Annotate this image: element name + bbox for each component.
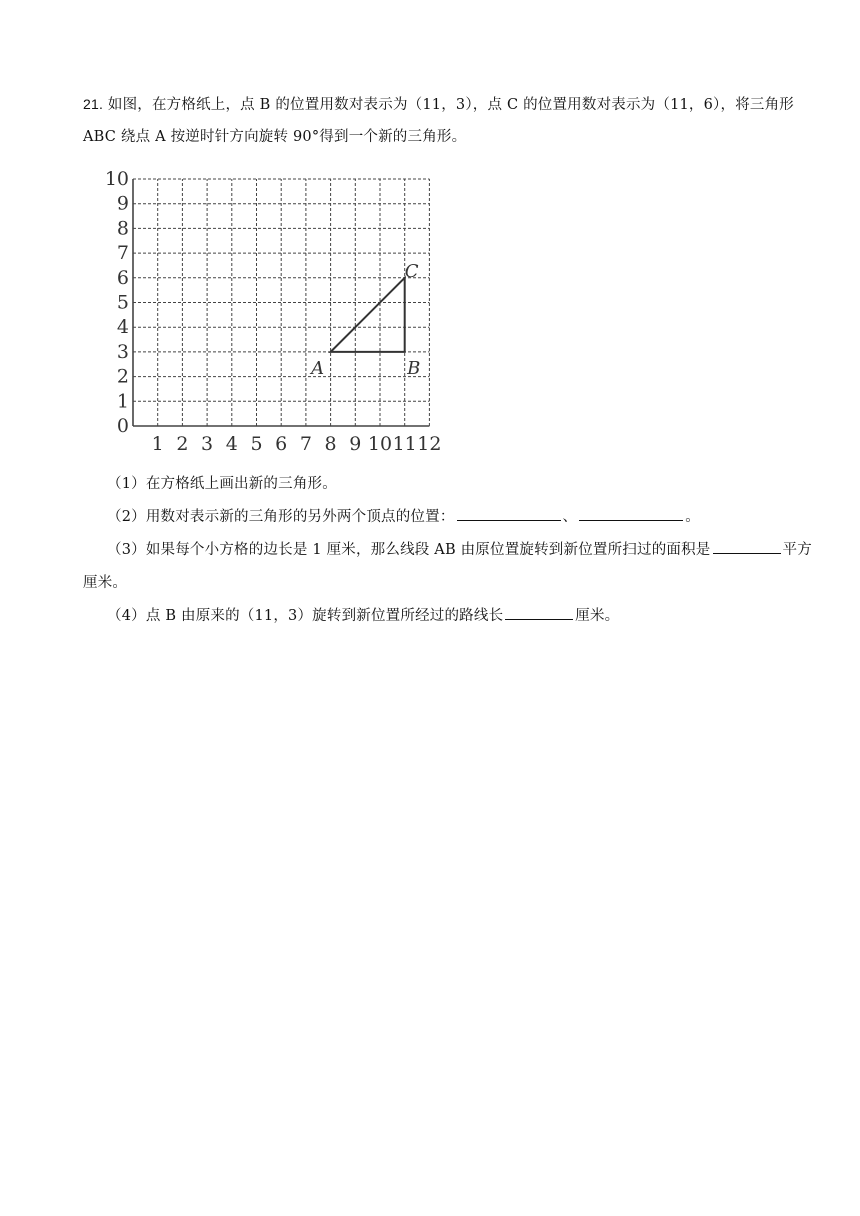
x-tick-label: 5 bbox=[250, 433, 263, 455]
x-tick-label: 10 bbox=[367, 433, 393, 455]
question-4 bbox=[83, 600, 818, 633]
y-tick-label: 4 bbox=[116, 316, 129, 339]
question-2-text: （2）用数对表示新的三角形的另外两个顶点的位置： bbox=[107, 509, 455, 525]
y-tick-label: 5 bbox=[116, 291, 129, 314]
y-tick-label: 7 bbox=[116, 242, 129, 265]
answer-blank-path-length[interactable] bbox=[505, 603, 573, 620]
problem-number: 21. bbox=[83, 96, 104, 112]
sub-questions bbox=[83, 468, 818, 633]
x-tick-label: 7 bbox=[299, 433, 312, 455]
x-tick-label: 9 bbox=[349, 433, 362, 455]
question-3-text: （3）如果每个小方格的边长是 1 厘米，那么线段 AB 由原位置旋转到新位置所扫过的面积是 bbox=[107, 542, 711, 558]
answer-blank-area[interactable] bbox=[713, 537, 781, 554]
question-1 bbox=[83, 468, 818, 501]
y-tick-label: 3 bbox=[116, 340, 129, 363]
x-axis-tick-labels bbox=[152, 433, 442, 455]
grid-lines bbox=[133, 179, 429, 426]
question-2-suffix: 。 bbox=[685, 509, 700, 525]
question-2-separator: 、 bbox=[562, 509, 578, 525]
y-tick-label: 1 bbox=[116, 390, 129, 413]
problem-statement bbox=[83, 88, 803, 153]
x-tick-label: 3 bbox=[201, 433, 214, 455]
x-tick-label: 11 bbox=[392, 433, 417, 455]
x-tick-label: 6 bbox=[275, 433, 288, 455]
y-axis-tick-labels bbox=[105, 168, 129, 437]
triangle-abc bbox=[331, 278, 405, 352]
answer-blank-vertex-1[interactable] bbox=[457, 504, 561, 521]
question-3-suffix: 平方厘米。 bbox=[83, 542, 812, 591]
y-tick-label: 6 bbox=[116, 266, 129, 289]
y-tick-label: 9 bbox=[116, 192, 129, 215]
y-tick-label: 8 bbox=[116, 217, 129, 240]
x-tick-label: 12 bbox=[417, 433, 442, 455]
question-3 bbox=[83, 534, 818, 600]
grid-svg bbox=[100, 162, 460, 462]
coordinate-grid-figure bbox=[100, 162, 460, 462]
question-4-text: （4）点 B 由原来的（11，3）旋转到新位置所经过的路线长 bbox=[107, 608, 504, 624]
y-tick-label: 10 bbox=[104, 168, 129, 190]
answer-blank-vertex-2[interactable] bbox=[579, 504, 683, 521]
x-tick-label: 8 bbox=[324, 433, 337, 455]
question-2 bbox=[83, 501, 818, 534]
vertex-label-b: B bbox=[407, 357, 421, 379]
x-tick-label: 1 bbox=[151, 433, 164, 455]
question-1-text: （1）在方格纸上画出新的三角形。 bbox=[107, 476, 337, 492]
vertex-label-a: A bbox=[311, 357, 325, 379]
y-tick-label: 0 bbox=[116, 415, 129, 437]
vertex-label-c: C bbox=[404, 260, 419, 282]
x-tick-label: 2 bbox=[176, 433, 189, 455]
triangle-outline bbox=[331, 278, 405, 352]
y-tick-label: 2 bbox=[116, 365, 129, 388]
question-4-suffix: 厘米。 bbox=[575, 608, 620, 624]
x-tick-label: 4 bbox=[225, 433, 238, 455]
problem-text: 如图，在方格纸上，点 B 的位置用数对表示为（11，3），点 C 的位置用数对表示为（11，6），将三角形 ABC 绕点 A 按逆时针方向旋转 90°得到一个新的三角形。 bbox=[83, 97, 795, 145]
